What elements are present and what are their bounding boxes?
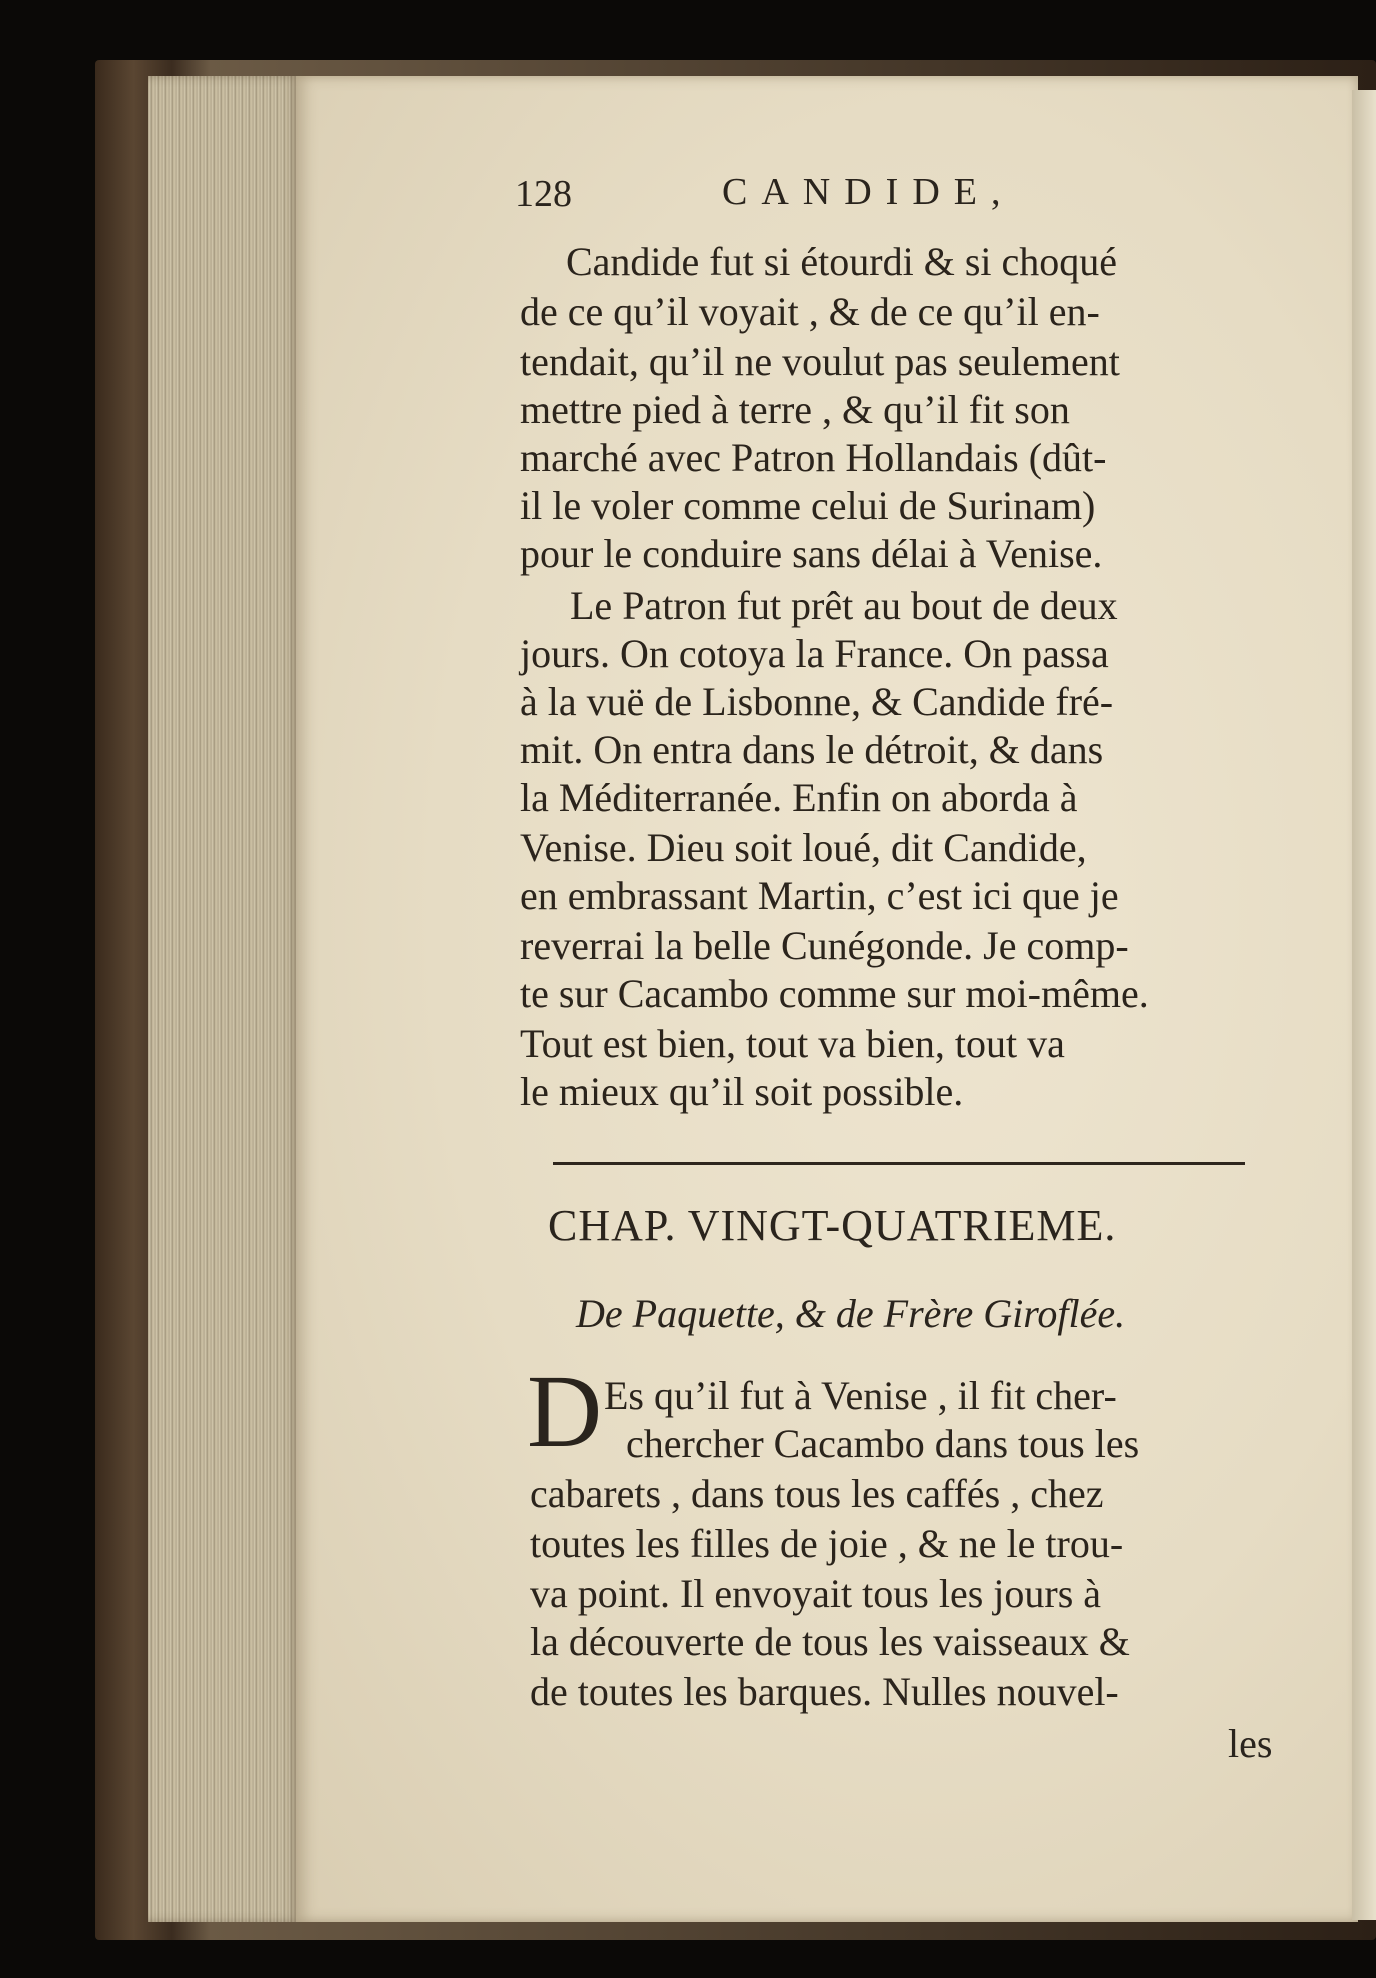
text-line: il le voler comme celui de Surinam)	[520, 483, 1096, 528]
text-line: la Méditerranée. Enfin on aborda à	[520, 775, 1078, 820]
text-line: cabarets , dans tous les caffés , chez	[530, 1471, 1104, 1516]
text-line: de ce qu’il voyait , & de ce qu’il en-	[520, 289, 1100, 334]
text-line: chercher Cacambo dans tous les	[626, 1421, 1140, 1466]
text-line: tendait, qu’il ne voulut pas seulement	[520, 339, 1120, 384]
text-line: va point. Il envoyait tous les jours à	[530, 1571, 1102, 1616]
text-line: Es qu’il fut à Venise , il fit cher-	[604, 1373, 1117, 1418]
text-line: te sur Cacambo comme sur moi-même.	[520, 971, 1149, 1016]
text-line: jours. On cotoya la France. On passa	[520, 631, 1109, 676]
text-line: mit. On entra dans le détroit, & dans	[520, 727, 1104, 772]
text-line: Candide fut si étourdi & si choqué	[566, 239, 1118, 284]
drop-cap: D	[527, 1354, 603, 1469]
text-line: à la vuë de Lisbonne, & Candide fré-	[520, 679, 1114, 724]
text-line: marché avec Patron Hollandais (dût-	[520, 435, 1107, 480]
chapter-heading: CHAP. VINGT-QUATRIEME.	[548, 1201, 1117, 1250]
text-line: de toutes les barques. Nulles nouvel-	[530, 1669, 1119, 1714]
text-line: Venise. Dieu soit loué, dit Candide,	[520, 825, 1087, 870]
facing-page-edge	[1352, 90, 1376, 1920]
text-line: toutes les filles de joie , & ne le trou-	[530, 1521, 1124, 1566]
running-title: CANDIDE,	[722, 171, 1015, 213]
text-line: mettre pied à terre , & qu’il fit son	[520, 387, 1070, 432]
text-line: Le Patron fut prêt au bout de deux	[570, 583, 1118, 628]
page-number: 128	[515, 173, 572, 215]
chapter-divider	[553, 1162, 1245, 1165]
text-line: reverrai la belle Cunégonde. Je comp-	[520, 923, 1129, 968]
text-line: le mieux qu’il soit possible.	[520, 1069, 964, 1114]
chapter-subtitle: De Paquette, & de Frère Giroflée.	[576, 1291, 1126, 1336]
text-line: Tout est bien, tout va bien, tout va	[520, 1021, 1065, 1066]
text-line: pour le conduire sans délai à Venise.	[520, 531, 1103, 576]
page-edges	[148, 76, 300, 1922]
catchword: les	[1228, 1721, 1273, 1766]
text-line: en embrassant Martin, c’est ici que je	[520, 873, 1119, 918]
text-line: la découverte de tous les vaisseaux &	[530, 1619, 1130, 1664]
